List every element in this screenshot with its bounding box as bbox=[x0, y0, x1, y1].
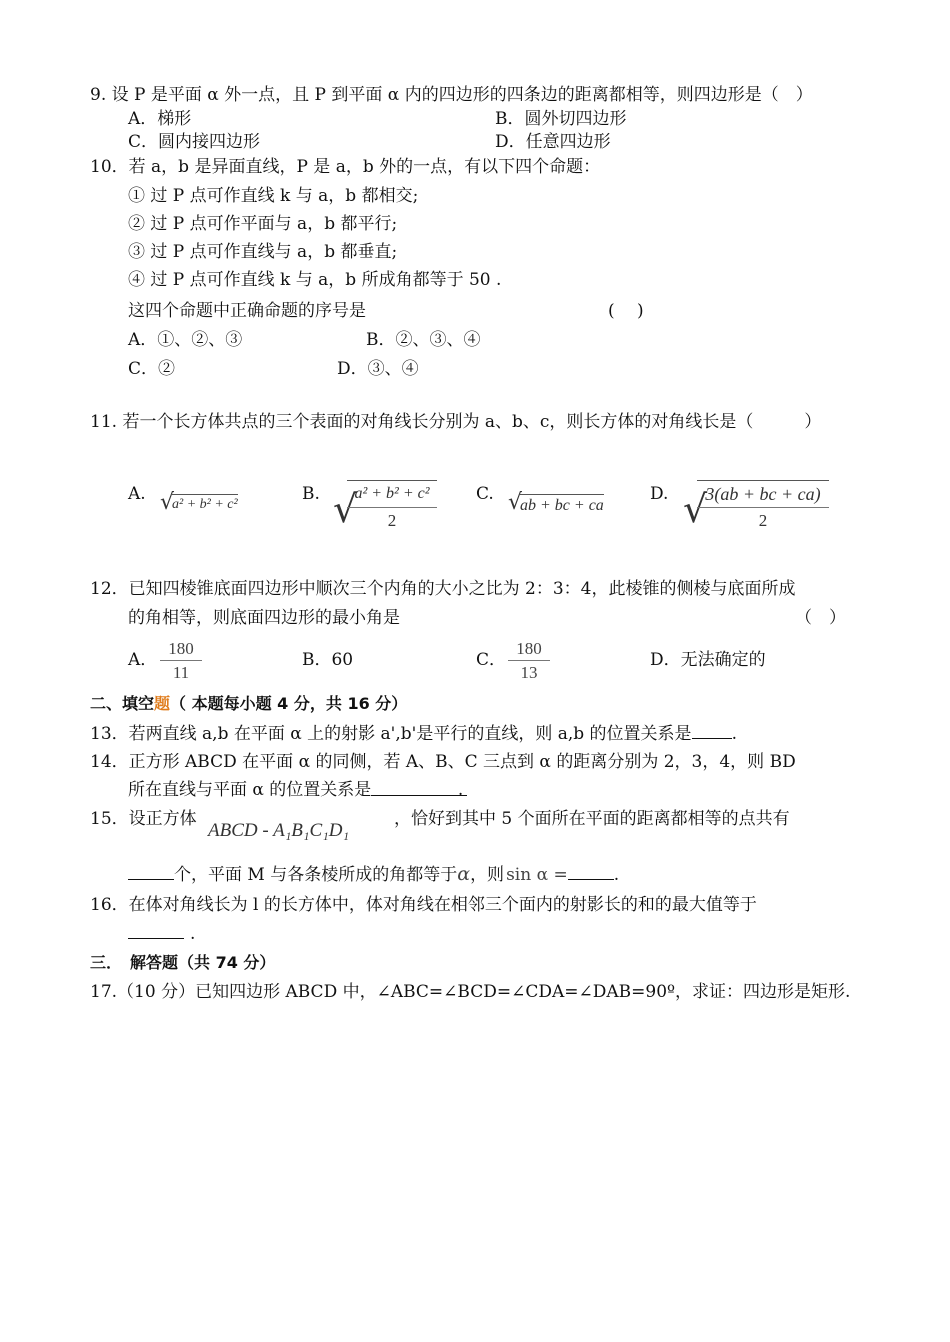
q11-option-d-numerator: 3(ab + bc + ca) bbox=[697, 481, 829, 508]
fraction-denominator: 11 bbox=[172, 663, 190, 682]
q13-text: 13．若两直线 a,b 在平面 α 上的射影 a',b'是平行的直线，则 a,b 的位置关系是 bbox=[90, 724, 692, 744]
q15-prefix: 15．设正方体 bbox=[90, 809, 197, 829]
section-2-heading bbox=[90, 693, 407, 715]
q9-option-c: C．圆内接四边形 bbox=[128, 132, 261, 152]
q12-option-a-fraction bbox=[160, 638, 202, 685]
sqrt-symbol: √ bbox=[333, 487, 358, 531]
q11-option-c-expr: ab + bc + ca bbox=[520, 494, 604, 515]
q10-question: 这四个命题中正确命题的序号是 bbox=[128, 301, 366, 321]
q12-stem-line2: 的角相等，则底面四边形的最小角是 bbox=[128, 608, 400, 628]
q12-label-a: A． bbox=[128, 650, 158, 670]
q11-option-b-numerator: a² + b² + c² bbox=[347, 481, 437, 508]
q9-stem: 9. 设 P 是平面 α 外一点，且 P 到平面 α 内的四边形的四条边的距离都相等，则四边形是（ ） bbox=[90, 85, 813, 105]
section-2-suffix: （ 本题每小题 4 分，共 16 分） bbox=[170, 694, 408, 713]
q17-text: 17.（10 分）已知四边形 ABCD 中，∠ABC=∠BCD=∠CDA=∠DAB=90º，求证：四边形是矩形. bbox=[90, 982, 851, 1002]
q12-label-c: C． bbox=[476, 650, 507, 670]
q15-count-blank[interactable] bbox=[128, 863, 174, 880]
q12-option-b: B．60 bbox=[302, 650, 354, 670]
q15-sin-blank[interactable] bbox=[568, 863, 614, 880]
q11-option-b-sqrt bbox=[333, 478, 443, 538]
q12-option-c-fraction bbox=[508, 638, 550, 685]
q11-label-d: D. bbox=[650, 484, 669, 504]
q11-stem: 11. 若一个长方体共点的三个表面的对角线长分别为 a、b、c，则长方体的对角线长是（ ） bbox=[90, 412, 822, 432]
q11-option-a-sqrt bbox=[160, 490, 264, 524]
q11-option-b-denominator: 2 bbox=[387, 511, 397, 530]
q14-line2 bbox=[128, 779, 467, 801]
q14-line1: 14．正方形 ABCD 在平面 α 的同侧，若 A、B、C 三点到 α 的距离分别为 2，3，4，则 BD bbox=[90, 752, 796, 772]
q16-end: . bbox=[190, 924, 196, 944]
q15-suffix: ，恰好到其中 5 个面所在平面的距离都相等的点共有 bbox=[394, 809, 790, 829]
q10-stem: 10．若 a，b 是异面直线，P 是 a，b 外的一点，有以下四个命题： bbox=[90, 157, 601, 177]
q11-label-c: C. bbox=[476, 484, 494, 504]
q15-line2-text: 个，平面 M 与各条棱所成的角都等于 bbox=[174, 865, 458, 885]
q9-option-b: B．圆外切四边形 bbox=[495, 109, 627, 129]
q15-line2-then: ，则 bbox=[470, 865, 505, 885]
q11-label-b: B. bbox=[302, 484, 320, 504]
q13-end: . bbox=[731, 724, 737, 744]
section-3-heading: 三． 解答题（共 74 分） bbox=[90, 953, 276, 972]
sqrt-symbol: √ bbox=[160, 490, 175, 515]
sqrt-symbol: √ bbox=[683, 487, 708, 531]
q10-proposition-4: ④ 过 P 点可作直线 k 与 a，b 所成角都等于 50 . bbox=[128, 270, 502, 290]
q13-answer-blank[interactable] bbox=[692, 722, 732, 739]
q11-option-c-sqrt bbox=[508, 490, 620, 524]
q11-option-a-expr: a² + b² + c² bbox=[172, 494, 238, 513]
q9-option-d: D．任意四边形 bbox=[495, 132, 611, 152]
fraction-numerator: 180 bbox=[508, 638, 550, 661]
section-2-prefix: 二、填空 bbox=[90, 694, 155, 713]
q12-stem-line1: 12．已知四棱锥底面四边形中顺次三个内角的大小之比为 2：3：4，此棱锥的侧棱与底面所成 bbox=[90, 579, 796, 599]
q16-line2 bbox=[128, 922, 195, 945]
q14-text: 所在直线与平面 α 的位置关系是 bbox=[128, 780, 372, 800]
fraction-numerator: 180 bbox=[160, 638, 202, 661]
q10-proposition-3: ③ 过 P 点可作直线与 a，b 都垂直; bbox=[128, 242, 398, 262]
section-2-highlight: 题 bbox=[154, 694, 171, 713]
q14-end: . bbox=[457, 780, 464, 800]
q13 bbox=[90, 722, 737, 745]
q15-sin-expr: sin α = bbox=[506, 865, 568, 885]
q16-answer-blank[interactable] bbox=[128, 922, 184, 939]
q11-option-d-denominator: 2 bbox=[758, 511, 768, 530]
alpha-symbol: α bbox=[457, 863, 471, 885]
q10-option-c: C．② bbox=[128, 359, 176, 379]
q10-proposition-2: ② 过 P 点可作平面与 a，b 都平行; bbox=[128, 214, 398, 234]
q10-answer-paren: ( ) bbox=[608, 301, 644, 321]
q10-option-d: D．③、④ bbox=[337, 359, 419, 379]
q15-end: . bbox=[613, 865, 620, 885]
q10-proposition-1: ① 过 P 点可作直线 k 与 a，b 都相交; bbox=[128, 186, 419, 206]
q11-option-d-sqrt bbox=[683, 478, 833, 538]
q15-cube-label: ABCD - A₁B₁C₁D₁ bbox=[208, 820, 350, 841]
sqrt-symbol: √ bbox=[508, 490, 523, 515]
q10-option-b: B．②、③、④ bbox=[366, 330, 481, 350]
q9-option-a: A．梯形 bbox=[128, 109, 192, 129]
q10-option-a: A．①、②、③ bbox=[128, 330, 243, 350]
q12-answer-paren: （ ） bbox=[795, 608, 846, 628]
q15-line2 bbox=[128, 863, 619, 886]
fraction-denominator: 13 bbox=[520, 663, 538, 682]
q16-line1: 16．在体对角线长为 l 的长方体中，体对角线在相邻三个面内的射影长的和的最大值等于 bbox=[90, 895, 757, 915]
q11-label-a: A. bbox=[128, 484, 146, 504]
q14-answer-blank[interactable] bbox=[371, 779, 467, 800]
q12-option-d: D．无法确定的 bbox=[650, 650, 766, 670]
